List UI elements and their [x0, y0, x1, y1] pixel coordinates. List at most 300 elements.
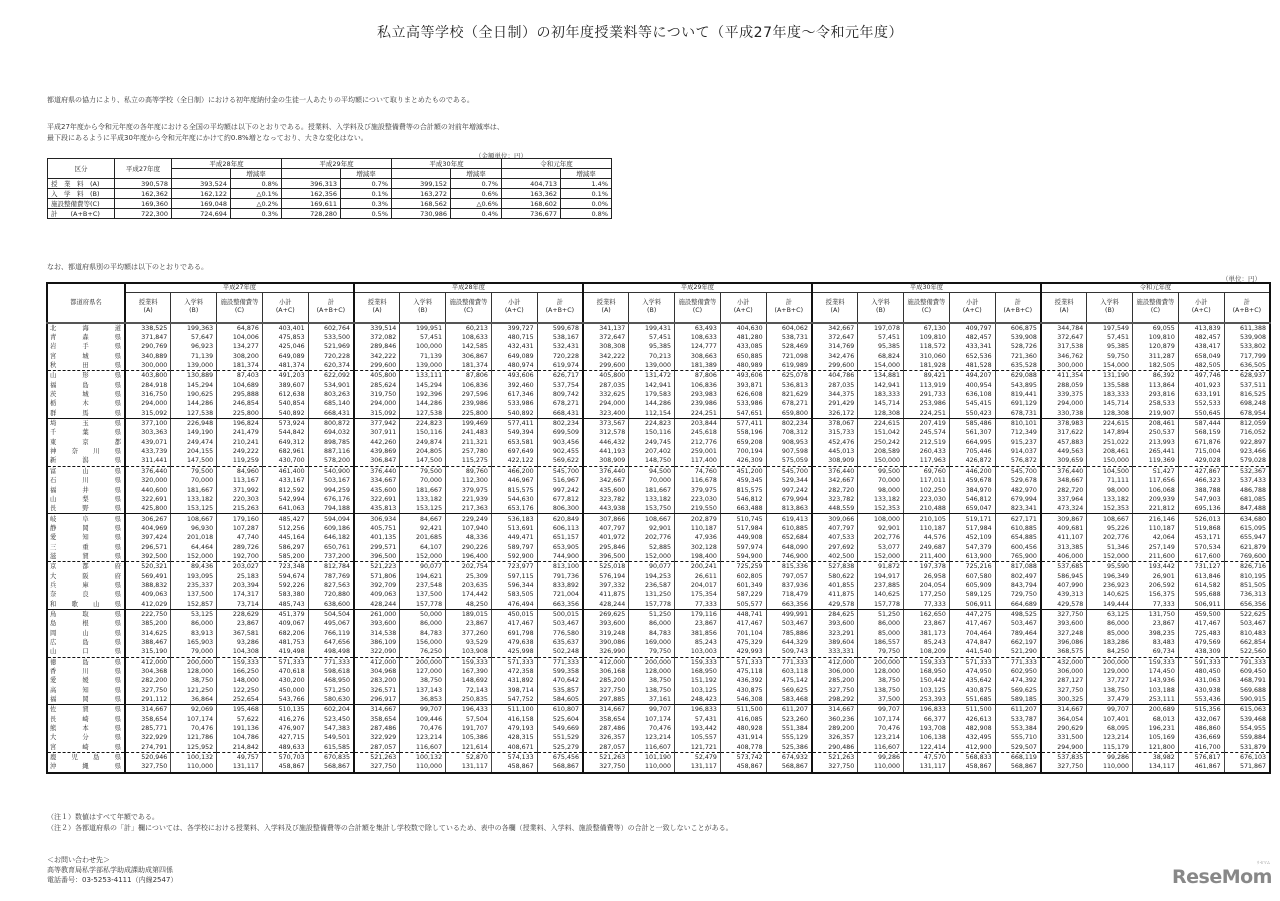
value-cell: 532,367: [1224, 466, 1270, 476]
summary-cell: 162,362: [115, 189, 172, 199]
value-cell: 294,000: [1041, 399, 1087, 408]
value-cell: 167,390: [446, 667, 492, 676]
page-title: 私立高等学校（全日制）の初年度授業料等について（平成27年度～令和元年度）: [376, 25, 904, 41]
value-cell: 52,885: [629, 542, 675, 551]
prefecture-row: [47, 686, 1270, 695]
value-cell: 746,900: [766, 552, 812, 562]
value-cell: 537,685: [1041, 562, 1087, 572]
value-cell: 529,507: [995, 743, 1041, 753]
value-cell: 159,333: [675, 657, 721, 667]
column-header-name: 施設整備費等: [678, 299, 717, 307]
value-cell: 69,055: [1133, 323, 1179, 333]
value-cell: 117,011: [904, 476, 950, 485]
value-cell: 547,752: [491, 695, 537, 705]
prefecture-row: [47, 476, 1270, 485]
value-cell: 98,000: [1087, 485, 1133, 494]
value-cell: 134,277: [217, 342, 263, 351]
value-cell: 250,537: [1133, 428, 1179, 437]
value-cell: 333,331: [812, 647, 858, 657]
value-cell: 51,250: [858, 609, 904, 619]
value-cell: 57,451: [400, 333, 446, 342]
value-cell: 174,450: [1133, 667, 1179, 676]
value-cell: 407,533: [812, 533, 858, 542]
prefecture-row: [47, 724, 1270, 733]
header-year-h30: 平成30年度: [392, 159, 502, 169]
value-cell: 649,312: [262, 438, 308, 447]
footnotes: [47, 810, 733, 835]
value-cell: 47,740: [217, 533, 263, 542]
value-cell: 139,000: [171, 361, 217, 371]
value-cell: 815,336: [766, 562, 812, 572]
value-cell: 101,190: [629, 752, 675, 762]
value-cell: 409,797: [949, 323, 995, 333]
value-cell: 569,688: [1224, 686, 1270, 695]
value-cell: 611,207: [766, 705, 812, 715]
value-cell: 649,089: [491, 352, 537, 361]
value-cell: 219,907: [1133, 409, 1179, 419]
value-cell: 708,312: [766, 428, 812, 437]
value-cell: 308,308: [583, 342, 629, 351]
value-cell: 459,500: [1178, 609, 1224, 619]
value-cell: 287,035: [583, 381, 629, 390]
value-cell: 571,250: [308, 686, 354, 695]
value-cell: 466,200: [491, 466, 537, 476]
value-cell: 459,345: [720, 476, 766, 485]
value-cell: 122,414: [904, 743, 950, 753]
value-cell: 458,867: [720, 762, 766, 772]
value-cell: 898,785: [308, 438, 354, 447]
value-cell: 181,389: [675, 361, 721, 371]
value-cell: 546,812: [720, 495, 766, 504]
value-cell: 57,451: [858, 333, 904, 342]
value-cell: 604,062: [766, 323, 812, 333]
value-cell: 495,067: [308, 619, 354, 628]
value-cell: 571,333: [949, 657, 995, 667]
value-cell: 317,622: [1041, 428, 1087, 437]
value-cell: 585,486: [949, 418, 995, 428]
value-cell: 398,235: [1133, 629, 1179, 638]
value-cell: 200,241: [675, 562, 721, 572]
prefecture-name: 石 川 県: [47, 476, 125, 485]
value-cell: 771,333: [308, 657, 354, 667]
summary-row-label: 入 学 料 (B): [48, 189, 115, 199]
column-header-sub: (A): [143, 307, 153, 315]
value-cell: 721,004: [537, 590, 583, 599]
value-cell: 148,750: [629, 456, 675, 466]
value-cell: 396,500: [583, 552, 629, 562]
value-cell: 700,194: [720, 447, 766, 456]
value-cell: 86,000: [629, 619, 675, 628]
value-cell: 307,911: [354, 428, 400, 437]
value-cell: 627,171: [995, 514, 1041, 524]
value-cell: 438,309: [1178, 647, 1224, 657]
value-cell: 571,867: [1224, 762, 1270, 772]
value-cell: 515,356: [1178, 705, 1224, 715]
column-header: [1087, 293, 1133, 323]
value-cell: 133,182: [171, 495, 217, 504]
value-cell: 216,146: [1133, 514, 1179, 524]
prefecture-row: [47, 629, 1270, 638]
value-cell: 435,600: [354, 485, 400, 494]
value-cell: 342,222: [354, 352, 400, 361]
value-cell: 192,396: [400, 390, 446, 399]
value-cell: 287,035: [812, 381, 858, 390]
value-cell: 602,764: [308, 323, 354, 333]
value-cell: 112,154: [629, 409, 675, 419]
value-cell: 109,446: [400, 715, 446, 724]
value-cell: 533,787: [995, 715, 1041, 724]
value-cell: 212,519: [904, 438, 950, 447]
value-cell: 224,251: [904, 409, 950, 419]
value-cell: 629,088: [995, 371, 1041, 381]
summary-row-label: 計 (A+B+C): [48, 209, 115, 219]
value-cell: 589,125: [949, 590, 995, 599]
value-cell: 327,750: [583, 686, 629, 695]
column-header-name: 入学料: [413, 299, 433, 307]
column-header: [446, 293, 492, 323]
value-cell: 547,383: [308, 724, 354, 733]
value-cell: 448,559: [812, 504, 858, 514]
value-cell: 452,476: [812, 438, 858, 447]
prefecture-name: 兵 庫 県: [47, 581, 125, 590]
value-cell: 580,630: [308, 695, 354, 705]
value-cell: 480,450: [1178, 667, 1224, 676]
value-cell: 49,757: [217, 752, 263, 762]
value-cell: 181,667: [171, 485, 217, 494]
value-cell: 412,000: [125, 657, 171, 667]
value-cell: 223,030: [675, 495, 721, 504]
main-unit-label: （単位：円）: [1222, 275, 1261, 283]
value-cell: 181,374: [217, 361, 263, 371]
value-cell: 89,760: [446, 466, 492, 476]
value-cell: 326,990: [583, 647, 629, 657]
value-cell: 23,867: [904, 619, 950, 628]
value-cell: 200,000: [629, 657, 675, 667]
value-cell: 678,271: [537, 399, 583, 408]
prefecture-name: 青 森 県: [47, 333, 125, 342]
value-cell: 791,736: [537, 571, 583, 580]
value-cell: 252,654: [217, 695, 263, 705]
value-cell: 504,504: [308, 609, 354, 619]
column-header: [308, 293, 354, 323]
value-cell: 76,250: [400, 647, 446, 657]
value-cell: 123,214: [400, 733, 446, 742]
column-header-sub: (A): [372, 307, 382, 315]
value-cell: 544,842: [262, 428, 308, 437]
value-cell: 299,571: [354, 542, 400, 551]
value-cell: 309,867: [1041, 514, 1087, 524]
value-cell: 316,750: [125, 390, 171, 399]
value-cell: 827,563: [308, 581, 354, 590]
value-cell: 26,958: [904, 571, 950, 580]
prefecture-name: 山 形 県: [47, 371, 125, 381]
value-cell: 815,575: [720, 485, 766, 494]
value-cell: 259,001: [675, 447, 721, 456]
value-cell: 409,063: [354, 590, 400, 599]
value-cell: 103,125: [904, 686, 950, 695]
value-cell: 274,791: [125, 743, 171, 753]
value-cell: 520,321: [125, 562, 171, 572]
prefecture-name: 沖 縄 県: [47, 762, 125, 772]
value-cell: 221,939: [446, 495, 492, 504]
value-cell: 570,534: [1178, 542, 1224, 551]
value-cell: 815,575: [491, 485, 537, 494]
contact-phone: 電話番号：03-5253-4111（内線2547）: [47, 876, 178, 884]
value-cell: 668,119: [995, 752, 1041, 762]
value-cell: 513,691: [491, 524, 537, 533]
value-cell: 847,488: [1224, 504, 1270, 514]
value-cell: 95,590: [1087, 562, 1133, 572]
value-cell: 315,190: [125, 647, 171, 657]
value-cell: 208,461: [1133, 418, 1179, 428]
column-header-name: 入学料: [1100, 299, 1120, 307]
value-cell: 241,483: [446, 428, 492, 437]
value-cell: 526,013: [1178, 514, 1224, 524]
value-cell: 376,440: [125, 466, 171, 476]
value-cell: 342,476: [812, 352, 858, 361]
value-cell: 613,846: [1178, 571, 1224, 580]
value-cell: 425,800: [125, 504, 171, 514]
summary-cell: 0.5%: [341, 209, 392, 219]
value-cell: 150,116: [400, 428, 446, 437]
value-cell: 584,605: [537, 695, 583, 705]
column-header: [262, 293, 308, 323]
value-cell: 372,647: [583, 333, 629, 342]
value-cell: 609,186: [308, 524, 354, 533]
value-cell: 285,200: [583, 676, 629, 685]
value-cell: 179,583: [629, 390, 675, 399]
value-cell: 209,939: [1133, 495, 1179, 504]
prefecture-name: 宮 崎 県: [47, 743, 125, 753]
summary-unit-label: （金額単位：円）: [475, 152, 527, 160]
value-cell: 606,875: [995, 323, 1041, 333]
column-header-sub: (A): [1059, 307, 1069, 315]
value-cell: 109,810: [904, 333, 950, 342]
prefecture-name: 高 知 県: [47, 686, 125, 695]
value-cell: 72,143: [446, 686, 492, 695]
value-cell: 59,750: [1087, 352, 1133, 361]
value-cell: 249,874: [400, 438, 446, 447]
header-blank: [502, 169, 561, 179]
header-year-h29: 平成29年度: [282, 159, 392, 169]
value-cell: 408,778: [720, 743, 766, 753]
value-cell: 71,139: [400, 352, 446, 361]
value-cell: 529,344: [766, 476, 812, 485]
value-cell: 621,879: [1224, 542, 1270, 551]
value-cell: 128,308: [1087, 409, 1133, 419]
column-header-name: 小計: [507, 299, 521, 307]
value-cell: 731,127: [1178, 562, 1224, 572]
value-cell: 197,549: [1087, 323, 1133, 333]
value-cell: 493,606: [720, 371, 766, 381]
value-cell: 196,231: [1133, 724, 1179, 733]
value-cell: 376,440: [1041, 466, 1087, 476]
value-cell: 682,961: [262, 447, 308, 456]
value-cell: 68,824: [858, 352, 904, 361]
value-cell: 202,776: [1087, 533, 1133, 542]
value-cell: 439,071: [125, 438, 171, 447]
value-cell: 922,897: [1224, 438, 1270, 447]
value-cell: 99,500: [858, 466, 904, 476]
value-cell: 499,991: [766, 609, 812, 619]
value-cell: 203,027: [217, 562, 263, 572]
value-cell: 288,059: [1041, 381, 1087, 390]
value-cell: 570,703: [262, 752, 308, 762]
value-cell: 654,885: [995, 533, 1041, 542]
summary-cell: 724,694: [172, 209, 231, 219]
value-cell: 388,832: [125, 581, 171, 590]
value-cell: 314,538: [354, 629, 400, 638]
value-cell: 433,167: [262, 476, 308, 485]
summary-row-label: 授 業 料 (A): [48, 179, 115, 189]
value-cell: 715,004: [1178, 447, 1224, 456]
value-cell: 199,431: [629, 323, 675, 333]
value-cell: 84,960: [217, 466, 263, 476]
column-header: [1041, 293, 1087, 323]
prefecture-row: [47, 571, 1270, 580]
value-cell: 396,086: [1041, 638, 1087, 647]
value-cell: 470,618: [262, 667, 308, 676]
prefecture-name: 徳 島 県: [47, 657, 125, 667]
value-cell: 304,368: [125, 667, 171, 676]
value-cell: 48,336: [446, 533, 492, 542]
value-cell: 207,402: [629, 447, 675, 456]
value-cell: 568,867: [995, 762, 1041, 772]
value-cell: 122,250: [217, 686, 263, 695]
value-cell: 162,650: [904, 609, 950, 619]
value-cell: 314,667: [1041, 705, 1087, 715]
value-cell: 426,309: [720, 456, 766, 466]
value-cell: 194,621: [400, 571, 446, 580]
value-cell: 314,667: [125, 705, 171, 715]
value-cell: 376,440: [583, 466, 629, 476]
value-cell: 479,193: [491, 724, 537, 733]
value-cell: 38,982: [1133, 752, 1179, 762]
value-cell: 812,059: [1224, 418, 1270, 428]
value-cell: 287,486: [583, 724, 629, 733]
value-cell: 317,538: [1041, 342, 1087, 351]
value-cell: 659,047: [949, 504, 995, 514]
prefecture-row: [47, 428, 1270, 437]
value-cell: 599,358: [537, 667, 583, 676]
value-cell: 474,950: [949, 667, 995, 676]
value-cell: 482,457: [1178, 333, 1224, 342]
value-cell: 377,100: [125, 418, 171, 428]
summary-cell: 169,048: [172, 199, 231, 209]
value-cell: 290,629: [1041, 724, 1087, 733]
value-cell: 100,132: [171, 752, 217, 762]
value-cell: 810,195: [1224, 571, 1270, 580]
value-cell: 197,078: [858, 323, 904, 333]
value-cell: 461,867: [1178, 762, 1224, 772]
value-cell: 602,950: [995, 667, 1041, 676]
value-cell: 678,731: [995, 409, 1041, 419]
value-cell: 797,057: [766, 571, 812, 580]
value-cell: 823,341: [995, 504, 1041, 514]
value-cell: 787,769: [308, 571, 354, 580]
value-cell: 413,839: [1178, 323, 1224, 333]
value-cell: 299,600: [583, 361, 629, 371]
value-cell: 439,313: [1041, 590, 1087, 599]
value-cell: 37,161: [629, 695, 675, 705]
value-cell: 545,700: [537, 466, 583, 476]
summary-cell: 730,986: [392, 209, 451, 219]
value-cell: 99,286: [1087, 752, 1133, 762]
value-cell: 549,394: [491, 428, 537, 437]
value-cell: 63,493: [675, 323, 721, 333]
value-cell: 121,800: [1133, 743, 1179, 753]
value-cell: 131,117: [675, 762, 721, 772]
value-cell: 89,436: [171, 562, 217, 572]
value-cell: 475,853: [262, 333, 308, 342]
value-cell: 517,984: [949, 524, 995, 533]
value-cell: 615,063: [1224, 705, 1270, 715]
value-cell: 103,125: [675, 686, 721, 695]
value-cell: 25,183: [217, 571, 263, 580]
value-cell: 494,207: [949, 371, 995, 381]
value-cell: 476,494: [491, 599, 537, 609]
value-cell: 206,592: [1133, 581, 1179, 590]
value-cell: 153,125: [171, 504, 217, 514]
header-year-h28: 平成28年度: [354, 283, 583, 293]
value-cell: 398,714: [491, 686, 537, 695]
value-cell: 575,059: [766, 456, 812, 466]
value-cell: 69,760: [904, 466, 950, 476]
column-header: [1133, 293, 1179, 323]
column-header-sub: (C): [234, 307, 245, 315]
value-cell: 652,536: [949, 352, 995, 361]
summary-cell: 393,524: [172, 179, 231, 189]
summary-row: [48, 199, 612, 209]
value-cell: 327,248: [1041, 629, 1087, 638]
value-cell: 179,160: [217, 514, 263, 524]
value-cell: 833,892: [537, 581, 583, 590]
value-cell: 159,333: [217, 657, 263, 667]
value-cell: 503,467: [995, 619, 1041, 628]
value-cell: 166,250: [217, 667, 263, 676]
value-cell: 99,707: [1087, 705, 1133, 715]
value-cell: 367,581: [217, 629, 263, 638]
value-cell: 327,750: [812, 686, 858, 695]
summary-cell: 390,578: [115, 179, 172, 189]
value-cell: 224,823: [629, 418, 675, 428]
value-cell: 571,806: [354, 571, 400, 580]
prefecture-name: 宮 城 県: [47, 352, 125, 361]
value-cell: 235,337: [171, 581, 217, 590]
value-cell: 133,182: [629, 495, 675, 504]
value-cell: 340,889: [125, 352, 171, 361]
prefecture-row: [47, 676, 1270, 685]
value-cell: 522,560: [1224, 647, 1270, 657]
value-cell: 70,000: [171, 476, 217, 485]
value-cell: 553,384: [995, 724, 1041, 733]
value-cell: 290,769: [125, 342, 171, 351]
value-cell: 676,103: [1224, 752, 1270, 762]
value-cell: 441,540: [949, 647, 995, 657]
value-cell: 70,476: [400, 724, 446, 733]
summary-cell: 0.8%: [561, 209, 612, 219]
value-cell: 908,953: [766, 438, 812, 447]
value-cell: 443,938: [583, 504, 629, 514]
value-cell: 326,357: [812, 733, 858, 742]
value-cell: 448,741: [720, 609, 766, 619]
value-cell: 199,951: [400, 323, 446, 333]
value-cell: 800,872: [308, 418, 354, 428]
value-cell: 704,464: [949, 629, 995, 638]
value-cell: 287,057: [354, 743, 400, 753]
value-cell: 199,469: [446, 418, 492, 428]
value-cell: 450,015: [491, 609, 537, 619]
